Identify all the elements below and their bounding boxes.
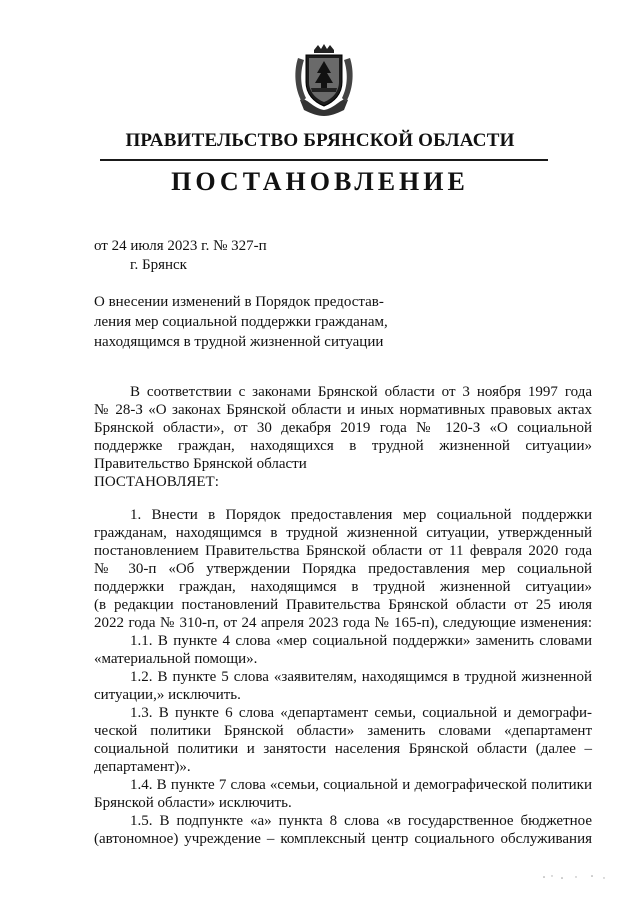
body-line: 1.4. В пункте 7 слова «семьи, социальной и демографической политики	[130, 777, 592, 793]
body-line: гражданам, находящимся в трудной жизненной ситуации, утвержденный	[94, 525, 592, 541]
government-title: ПРАВИТЕЛЬСТВО БРЯНСКОЙ ОБЛАСТИ	[125, 130, 515, 151]
body-line: Брянской области», от 30 декабря 2019 года № 120-З «О социальной	[94, 420, 592, 436]
document-body	[94, 383, 592, 848]
body-line: (в редакции постановлений Правительства Брянской области от 25 июля	[94, 597, 592, 613]
body-line: ситуации,» исключить.	[94, 687, 241, 703]
document-type-title: ПОСТАНОВЛЕНИЕ	[171, 167, 469, 196]
body-line: Брянской области» исключить.	[94, 795, 292, 811]
body-line: поддержки граждан, находящимся в трудной жизненной ситуации»	[94, 579, 592, 595]
body-line: ческой политики Брянской области» заменить словами «департамент	[94, 723, 592, 739]
body-line: 1.1. В пункте 4 слова «мер социальной поддержки» заменить словами	[130, 633, 592, 649]
body-line: 1. Внести в Порядок предоставления мер социальной поддержки	[130, 507, 592, 523]
paragraph-gap	[94, 491, 592, 506]
subject-line: находящимся в трудной жизненной ситуации	[94, 334, 384, 350]
body-line: 1.3. В пункте 6 слова «департамент семьи, социальной и демографи-	[130, 705, 592, 721]
body-line: ПОСТАНОВЛЯЕТ:	[94, 474, 219, 490]
body-line: постановлением Правительства Брянской области от 11 февраля 2020 года	[94, 543, 592, 559]
scan-artifact-dots	[540, 874, 610, 880]
coat-of-arms-emblem	[292, 44, 356, 116]
body-line: социальной политики и занятости населения Брянской области (далее –	[94, 741, 592, 757]
subject-line: ления мер социальной поддержки гражданам,	[94, 314, 388, 330]
document-subject	[94, 292, 388, 352]
body-line: № 28-З «О законах Брянской области и иных нормативных правовых актах	[94, 402, 592, 418]
body-line: Правительство Брянской области	[94, 456, 307, 472]
body-line: № 30-п «Об утверждении Порядка предоставления мер социальной	[94, 561, 592, 577]
body-line: (автономное) учреждение – комплексный центр социального обслуживания	[94, 831, 592, 847]
body-line: департамент)».	[94, 759, 191, 775]
body-line: поддержке граждан, находящихся в трудной жизненной ситуации»	[94, 438, 592, 454]
document-date-number: от 24 июля 2023 г. № 327-п	[94, 238, 267, 254]
body-line: 1.2. В пункте 5 слова «заявителям, находящимся в трудной жизненной	[130, 669, 592, 685]
body-line: «материальной помощи».	[94, 651, 258, 667]
body-line: 1.5. В подпункте «а» пункта 8 слова «в государственное бюджетное	[130, 813, 592, 829]
body-line: 2022 года № 310-п, от 24 апреля 2023 года № 165-п), следующие изменения:	[94, 615, 592, 631]
subject-line: О внесении изменений в Порядок предостав-	[94, 294, 384, 310]
header-divider	[100, 159, 548, 161]
document-city: г. Брянск	[130, 257, 187, 273]
body-line: В соответствии с законами Брянской области от 3 ноября 1997 года	[130, 384, 592, 400]
